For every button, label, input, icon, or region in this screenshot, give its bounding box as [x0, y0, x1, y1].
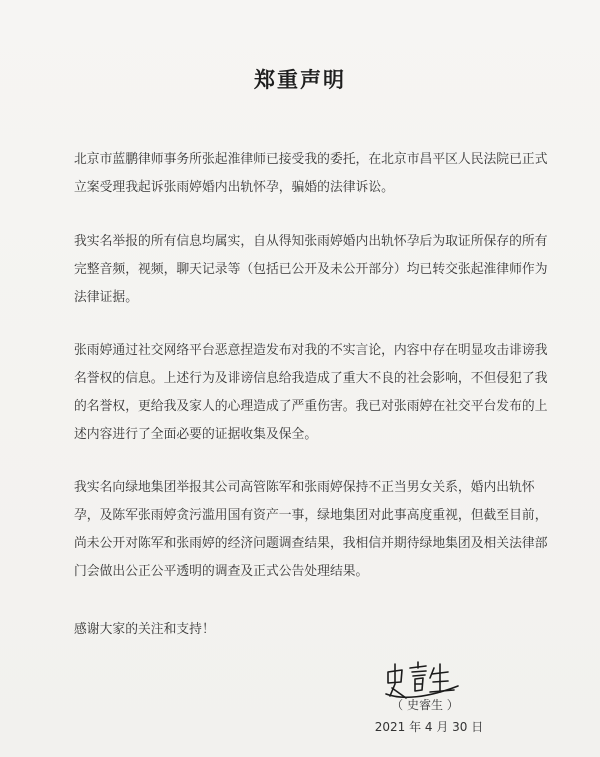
paragraph-line: 完整音频，视频，聊天记录等（包括已公开及未公开部分）均已转交张起淮律师作为: [74, 262, 548, 277]
paragraph-line: 感谢大家的关注和支持！: [74, 622, 215, 637]
paragraph-line: 我实名向绿地集团举报其公司高管陈军和张雨婷保持不正当男女关系，婚内出轨怀: [74, 480, 535, 495]
paragraph-evidence: [74, 228, 548, 312]
signer-name: （ 史睿生 ）: [391, 698, 459, 712]
paragraph-line: 名誉权的信息。上述行为及诽谤信息给我造成了重大不良的社会影响，不但侵犯了我: [74, 371, 548, 386]
paragraph-line: 北京市蓝鹏律师事务所张起淮律师已接受我的委托，在北京市昌平区人民法院已正式: [74, 152, 548, 167]
paragraph-line: 尚未公开对陈军和张雨婷的经济问题调查结果，我相信并期待绿地集团及相关法律部: [74, 536, 548, 551]
paragraph-line: 述内容进行了全面必要的证据收集及保全。: [74, 427, 318, 442]
document-title: 郑重声明: [254, 68, 346, 92]
paragraph-thanks: [74, 616, 534, 644]
paragraph-report: [74, 474, 548, 586]
paragraph-line: 门会做出公正公平透明的调查及正式公告处理结果。: [74, 564, 369, 579]
paragraph-defamation: [74, 337, 548, 449]
paragraph-line: 立案受理我起诉张雨婷婚内出轨怀孕，骗婚的法律诉讼。: [74, 180, 394, 195]
paragraph-line: 法律证据。: [74, 290, 138, 305]
paragraph-line: 我实名举报的所有信息均属实，自从得知张雨婷婚内出轨怀孕后为取证所保存的所有: [74, 234, 548, 249]
paragraph-line: 孕，及陈军张雨婷贪污滥用国有资产一事，绿地集团对此事高度重视，但截至目前，: [74, 508, 548, 523]
paragraph-line: 的名誉权，更给我及家人的心理造成了严重伤害。我已对张雨婷在社交平台发布的上: [74, 399, 548, 414]
signature-date: 2021 年 4 月 30 日: [374, 720, 484, 734]
paragraph-lawsuit: [74, 146, 548, 202]
paragraph-line: 张雨婷通过社交网络平台恶意捏造发布对我的不实言论，内容中存在明显攻击诽谤我: [74, 343, 548, 358]
